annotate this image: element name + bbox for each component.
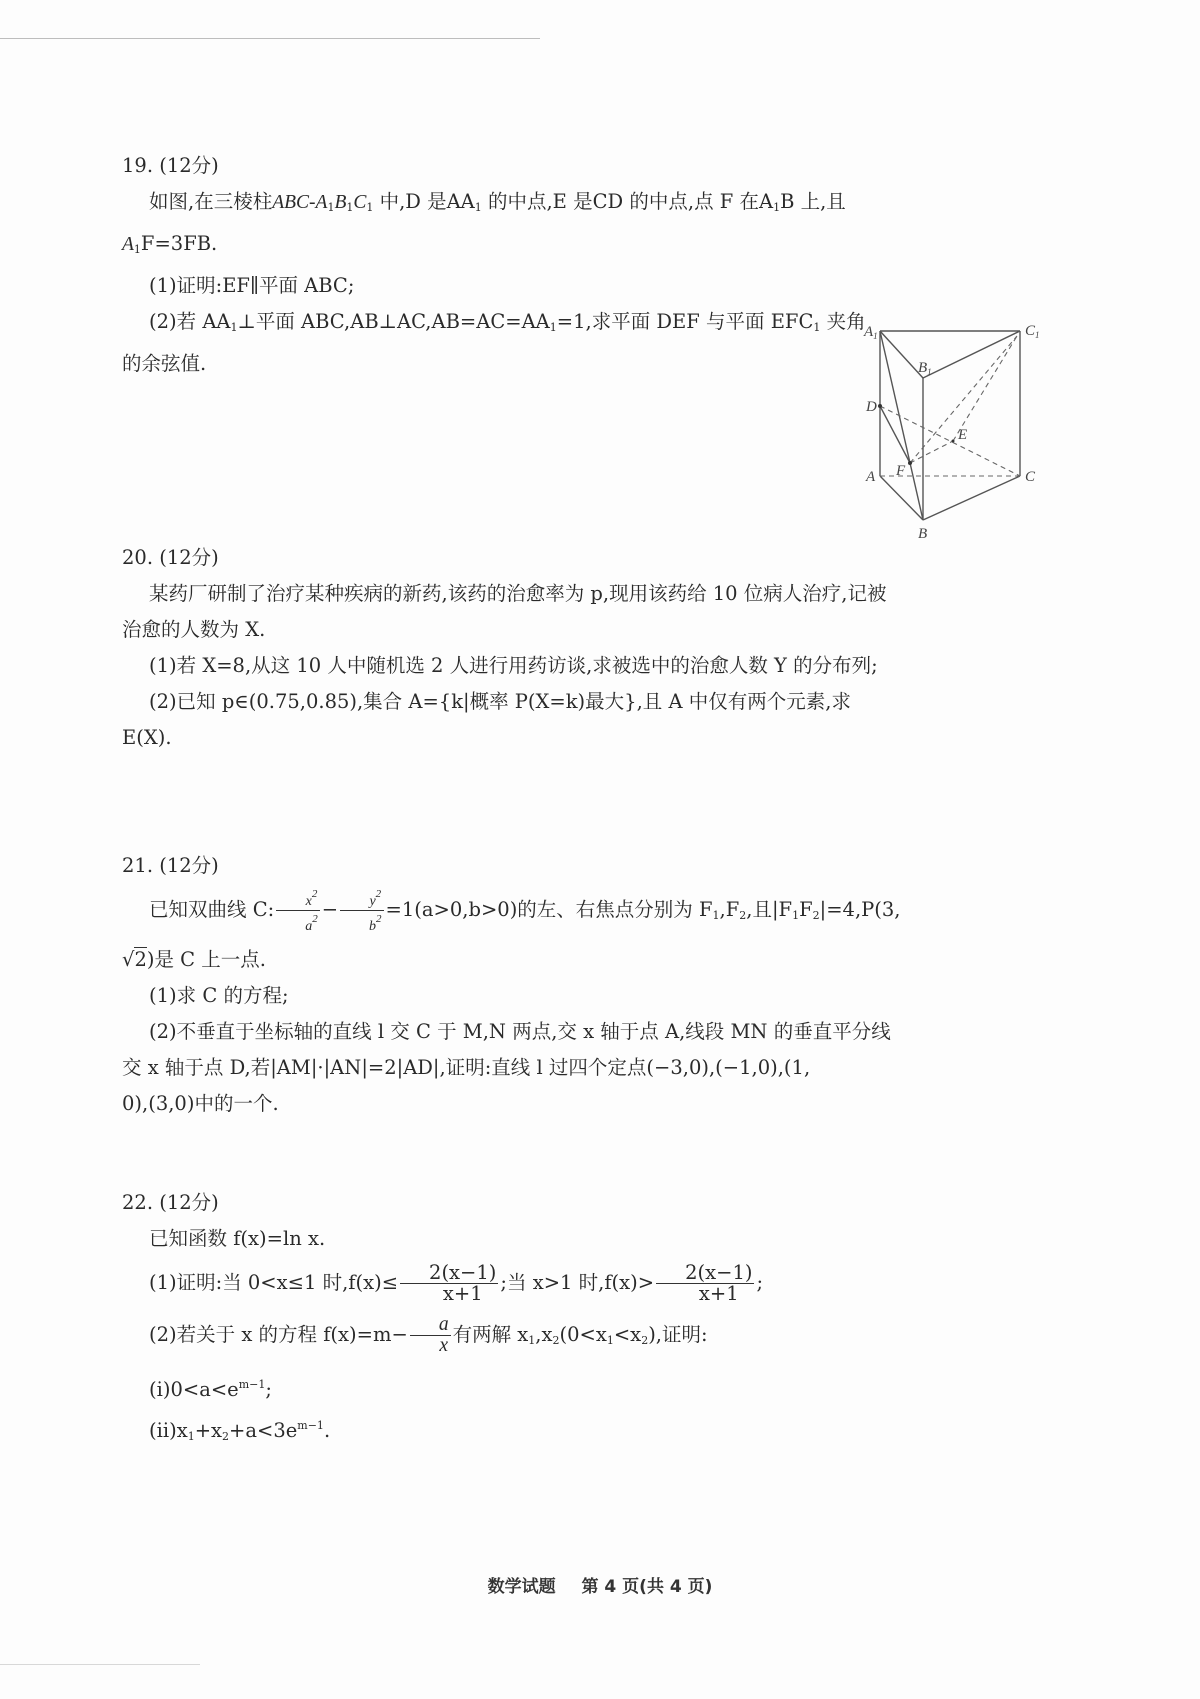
text: 如图,在三棱柱 (149, 190, 273, 213)
text: ,F (719, 898, 740, 921)
text: B (334, 192, 347, 213)
text: (2)若关于 x 的方程 f(x)=m− (149, 1323, 408, 1346)
label-b: B (918, 526, 928, 542)
text: 2 (222, 1430, 230, 1443)
text: (ⅰ)0<a<e (149, 1378, 239, 1401)
text: 的中点,E 是CD 的中点,点 F 在A (481, 190, 774, 213)
question-19-part-2-cont: 的余弦值. (122, 352, 207, 375)
text: 1 (187, 1430, 195, 1443)
text: F (799, 898, 813, 921)
text: C (353, 192, 367, 213)
denominator: x (439, 1335, 449, 1356)
denominator: $b^2$ (369, 913, 382, 934)
text: ABC-A (272, 192, 328, 213)
question-21-intro-cont (122, 942, 1042, 978)
label-c: C (1025, 469, 1036, 485)
fraction (400, 1263, 498, 1304)
text: 1 (230, 321, 238, 334)
denominator: x+1 (442, 1282, 483, 1305)
question-20-part-1: (1)若 X=8,从这 10 人中随机选 2 人进行用药访谈,求被选中的治愈人数 Y 的分布列; (149, 654, 878, 677)
question-22-part-2-i (122, 1367, 1042, 1408)
denominator: $a^2$ (305, 913, 318, 934)
text: (1)证明:当 0<x≤1 时,f(x)≤ (149, 1271, 399, 1294)
footer-subject: 数学试题 (487, 1577, 556, 1597)
text: 有两解 x (452, 1323, 529, 1346)
text: 已知双曲线 C: (149, 898, 275, 921)
text: ⊥平面 ABC,AB⊥AC,AB=AC=AA (237, 310, 550, 333)
question-21-header: 21. (12分) (122, 854, 219, 877)
point-e (952, 440, 955, 443)
text: 1 (366, 201, 374, 214)
text: 1 (773, 201, 781, 214)
text: ; (265, 1378, 272, 1401)
text: . (323, 1419, 331, 1442)
label-b1: $B_1$ (918, 360, 932, 377)
question-19-intro (122, 184, 1042, 226)
segment-a1b (880, 331, 923, 520)
label-a1: $A_1$ (864, 324, 878, 341)
numerator: a (410, 1315, 451, 1336)
edge-ab (880, 476, 923, 520)
text: m−1 (297, 1419, 324, 1432)
point-d (878, 404, 882, 408)
question-21-intro (122, 884, 1042, 942)
point-f (908, 461, 912, 465)
text: 1 (712, 909, 720, 922)
text: A (122, 234, 134, 255)
text: ,x (535, 1323, 553, 1346)
text: (ⅱ)x (149, 1419, 188, 1442)
text: =1(a>0,b>0)的左、右焦点分别为 F (385, 898, 713, 921)
text: 夹角 (820, 310, 866, 333)
text: 2 (739, 909, 747, 922)
prism-figure (840, 300, 1050, 550)
fraction (410, 1315, 451, 1356)
text: 1 (549, 321, 557, 334)
text: |=4,P(3, (819, 898, 901, 921)
text: <x (613, 1323, 642, 1346)
footer-page-number: 第 4 页(共 4 页) (581, 1577, 713, 1597)
question-21-part-2: (2)不垂直于坐标轴的直线 l 交 C 于 M,N 两点,交 x 轴于点 A,线段 MN 的垂直平分线 (149, 1020, 891, 1043)
question-21-part-2-cont: 交 x 轴于点 D,若|AM|·|AN|=2|AD|,证明:直线 l 过四个定点(−3,0),(−1,0),(1, (122, 1056, 811, 1079)
text: 1 (346, 201, 354, 214)
question-20-header: 20. (12分) (122, 546, 219, 569)
text: F=3FB. (140, 232, 218, 255)
segment-fe-hidden (910, 441, 953, 463)
text: 1 (528, 1334, 536, 1347)
question-22-part-1 (122, 1257, 1042, 1309)
question-20 (122, 540, 1042, 756)
text: 2 (552, 1334, 560, 1347)
segment-fc1-hidden (910, 336, 1017, 463)
question-22-part-2 (122, 1309, 1042, 1367)
text: ,且|F (746, 898, 793, 921)
text: )是 C 上一点. (146, 948, 266, 971)
text: ; (756, 1271, 764, 1294)
scan-top-line (0, 38, 540, 39)
text: 1 (327, 201, 335, 214)
question-19-part-1: (1)证明:EF∥平面 ABC; (149, 274, 355, 297)
text: 2 (641, 1334, 649, 1347)
edge-bc (923, 476, 1020, 520)
text: (0<x (559, 1323, 607, 1346)
numerator: $y^2$ (340, 886, 384, 911)
text: 1 (606, 1334, 614, 1347)
fraction-y2-b2 (340, 886, 384, 935)
text: 1 (792, 909, 800, 922)
question-22-part-2-ii (122, 1408, 1042, 1455)
text: 2 (812, 909, 820, 922)
text: m−1 (238, 1378, 266, 1391)
edge-a1b1 (880, 331, 923, 378)
numerator: 2(x−1) (400, 1263, 498, 1284)
label-c1: $C_1$ (1025, 323, 1040, 340)
text: 1 (474, 201, 482, 214)
denominator: x+1 (698, 1282, 739, 1305)
text: 中,D 是AA (373, 190, 475, 213)
page-footer (0, 1572, 1200, 1597)
text: ),证明: (648, 1323, 708, 1346)
question-19-header: 19. (12分) (122, 154, 219, 177)
text: (2)若 AA (149, 310, 231, 333)
fraction-x2-a2 (276, 886, 320, 935)
numerator: $x^2$ (276, 886, 320, 911)
question-22 (122, 1185, 1042, 1455)
label-a: A (866, 469, 876, 485)
question-20-part-2-cont: E(X). (122, 726, 172, 749)
question-21-part-1: (1)求 C 的方程; (149, 984, 289, 1007)
sqrt-sign: √ (122, 948, 135, 971)
text: − (321, 898, 339, 921)
radicand: 2 (134, 948, 147, 971)
text: 1 (813, 321, 821, 334)
question-19-condition (122, 226, 1042, 268)
text: +a<3e (229, 1419, 298, 1442)
text: +x (194, 1419, 223, 1442)
question-22-header: 22. (12分) (122, 1191, 219, 1214)
label-d: D (866, 399, 877, 415)
segment-df (880, 406, 910, 463)
question-20-intro: 某药厂研制了治疗某种疾病的新药,该药的治愈率为 p,现用该药给 10 位病人治疗,记被 (149, 582, 887, 605)
text: 1 (133, 243, 141, 256)
question-20-intro-cont: 治愈的人数为 X. (122, 618, 266, 641)
text: B 上,且 (780, 190, 846, 213)
question-21 (122, 848, 1042, 1122)
segment-ec1-hidden (953, 336, 1017, 441)
question-22-intro: 已知函数 f(x)=ln x. (149, 1227, 326, 1250)
question-20-part-2: (2)已知 p∈(0.75,0.85),集合 A={k|概率 P(X=k)最大},且 A 中仅有两个元素,求 (149, 690, 851, 713)
label-f: F (896, 463, 906, 479)
numerator: 2(x−1) (656, 1263, 754, 1284)
label-e: E (958, 427, 968, 443)
text: =1,求平面 DEF 与平面 EFC (556, 310, 814, 333)
question-21-part-2-end: 0),(3,0)中的一个. (122, 1092, 279, 1115)
fraction (656, 1263, 754, 1304)
scan-bottom-line (0, 1664, 200, 1665)
text: ;当 x>1 时,f(x)> (500, 1271, 655, 1294)
